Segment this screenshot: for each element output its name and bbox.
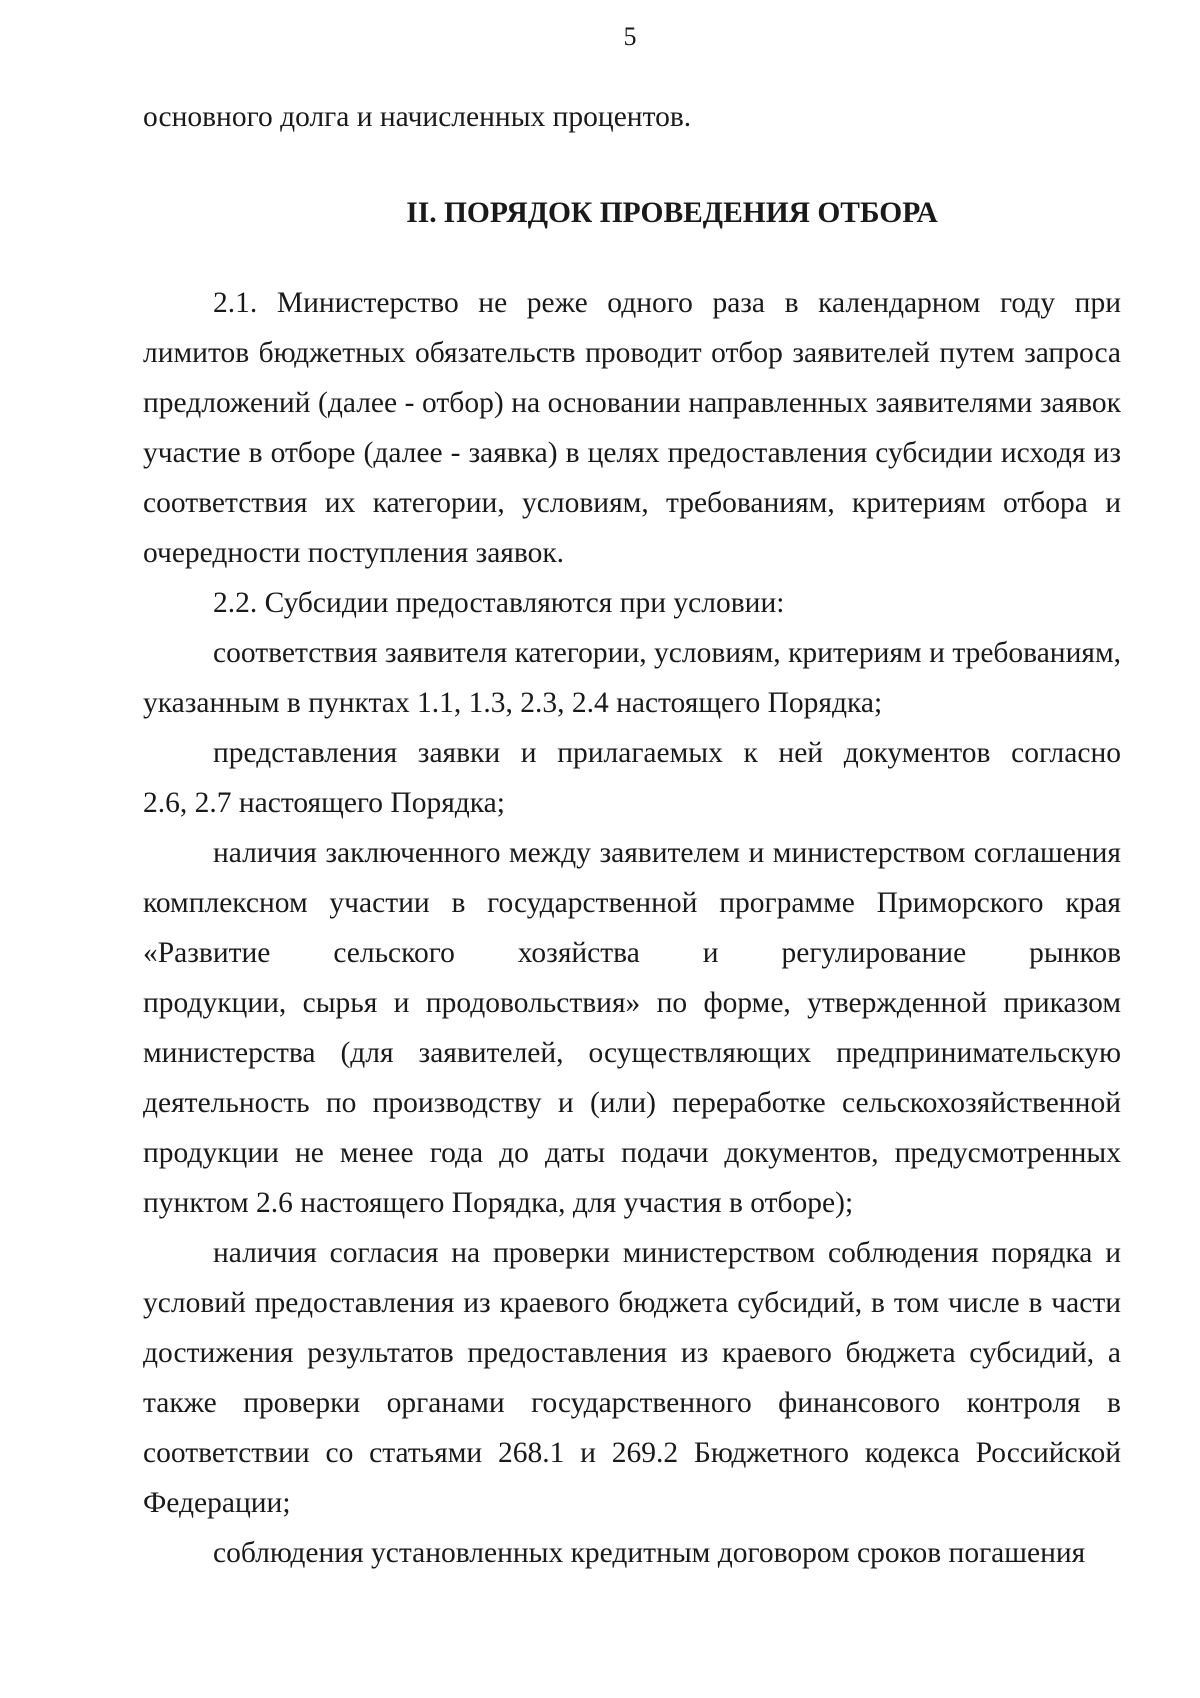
paragraph-line: 2.6, 2.7 настоящего Порядка; [143,787,505,819]
paragraph-line: представления заявки и прилагаемых к ней документов согласно [213,737,1121,769]
continuation-line: основного долга и начисленных процентов. [143,101,692,133]
paragraph [143,728,1121,828]
paragraph-line: участие в отборе (далее - заявка) в целях предоставления субсидии исходя из [143,437,1121,469]
paragraph-line: деятельность по производству и (или) переработке сельскохозяйственной [143,1087,1121,1119]
paragraph [143,278,1121,578]
paragraph-line: министерства (для заявителей, осуществляющих предпринимательскую [143,1037,1121,1069]
document-body [143,92,1121,1578]
paragraph-line: очередности поступления заявок. [143,537,565,569]
page-number: 5 [623,22,637,51]
paragraph-line: Федерации; [143,1487,291,1519]
section-heading: II. ПОРЯДОК ПРОВЕДЕНИЯ ОТБОРА [406,197,938,229]
paragraph-line: лимитов бюджетных обязательств проводит отбор заявителей путем запроса [143,337,1121,369]
paragraph [143,1528,1121,1578]
paragraph-line: соответствия их категории, условиям, требованиям, критериям отбора и [143,487,1121,519]
paragraph-line: также проверки органами государственного финансового контроля в [143,1387,1121,1419]
paragraph-line: пунктом 2.6 настоящего Порядка, для участия в отборе); [143,1187,854,1219]
paragraph-line: указанным в пунктах 1.1, 1.3, 2.3, 2.4 настоящего Порядка; [143,687,883,719]
paragraph-line: предложений (далее - отбор) на основании направленных заявителями заявок [143,387,1121,419]
paragraph [143,578,1121,628]
paragraph-line: продукции, сырья и продовольствия» по форме, утвержденной приказом [143,987,1121,1019]
paragraph-line: 2.2. Субсидии предоставляются при условии: [213,587,785,619]
paragraph-list [143,278,1121,1578]
paragraph-line: наличия заключенного между заявителем и министерством соглашения [213,837,1121,869]
paragraph-line: соответствия заявителя категории, условиям, критериям и требованиям, [213,637,1121,669]
paragraph [143,628,1121,728]
paragraph-line: достижения результатов предоставления из краевого бюджета субсидий, а [143,1337,1121,1369]
paragraph-line: наличия согласия на проверки министерством соблюдения порядка и [213,1237,1121,1269]
paragraph-line: соответствии со статьями 268.1 и 269.2 Бюджетного кодекса Российской [143,1437,1121,1469]
paragraph-line: условий предоставления из краевого бюджета субсидий, в том числе в части [143,1287,1121,1319]
paragraph [143,828,1121,1228]
paragraph-line: продукции не менее года до даты подачи документов, предусмотренных [143,1137,1121,1169]
paragraph-line: соблюдения установленных кредитным договором сроков погашения [213,1537,1086,1569]
paragraph-line: 2.1. Министерство не реже одного раза в календарном году при [213,287,1121,319]
paragraph-line: «Развитие сельского хозяйства и регулирование рынков [143,937,1121,969]
paragraph [143,1228,1121,1528]
paragraph-line: комплексном участии в государственной программе Приморского края [143,887,1121,919]
